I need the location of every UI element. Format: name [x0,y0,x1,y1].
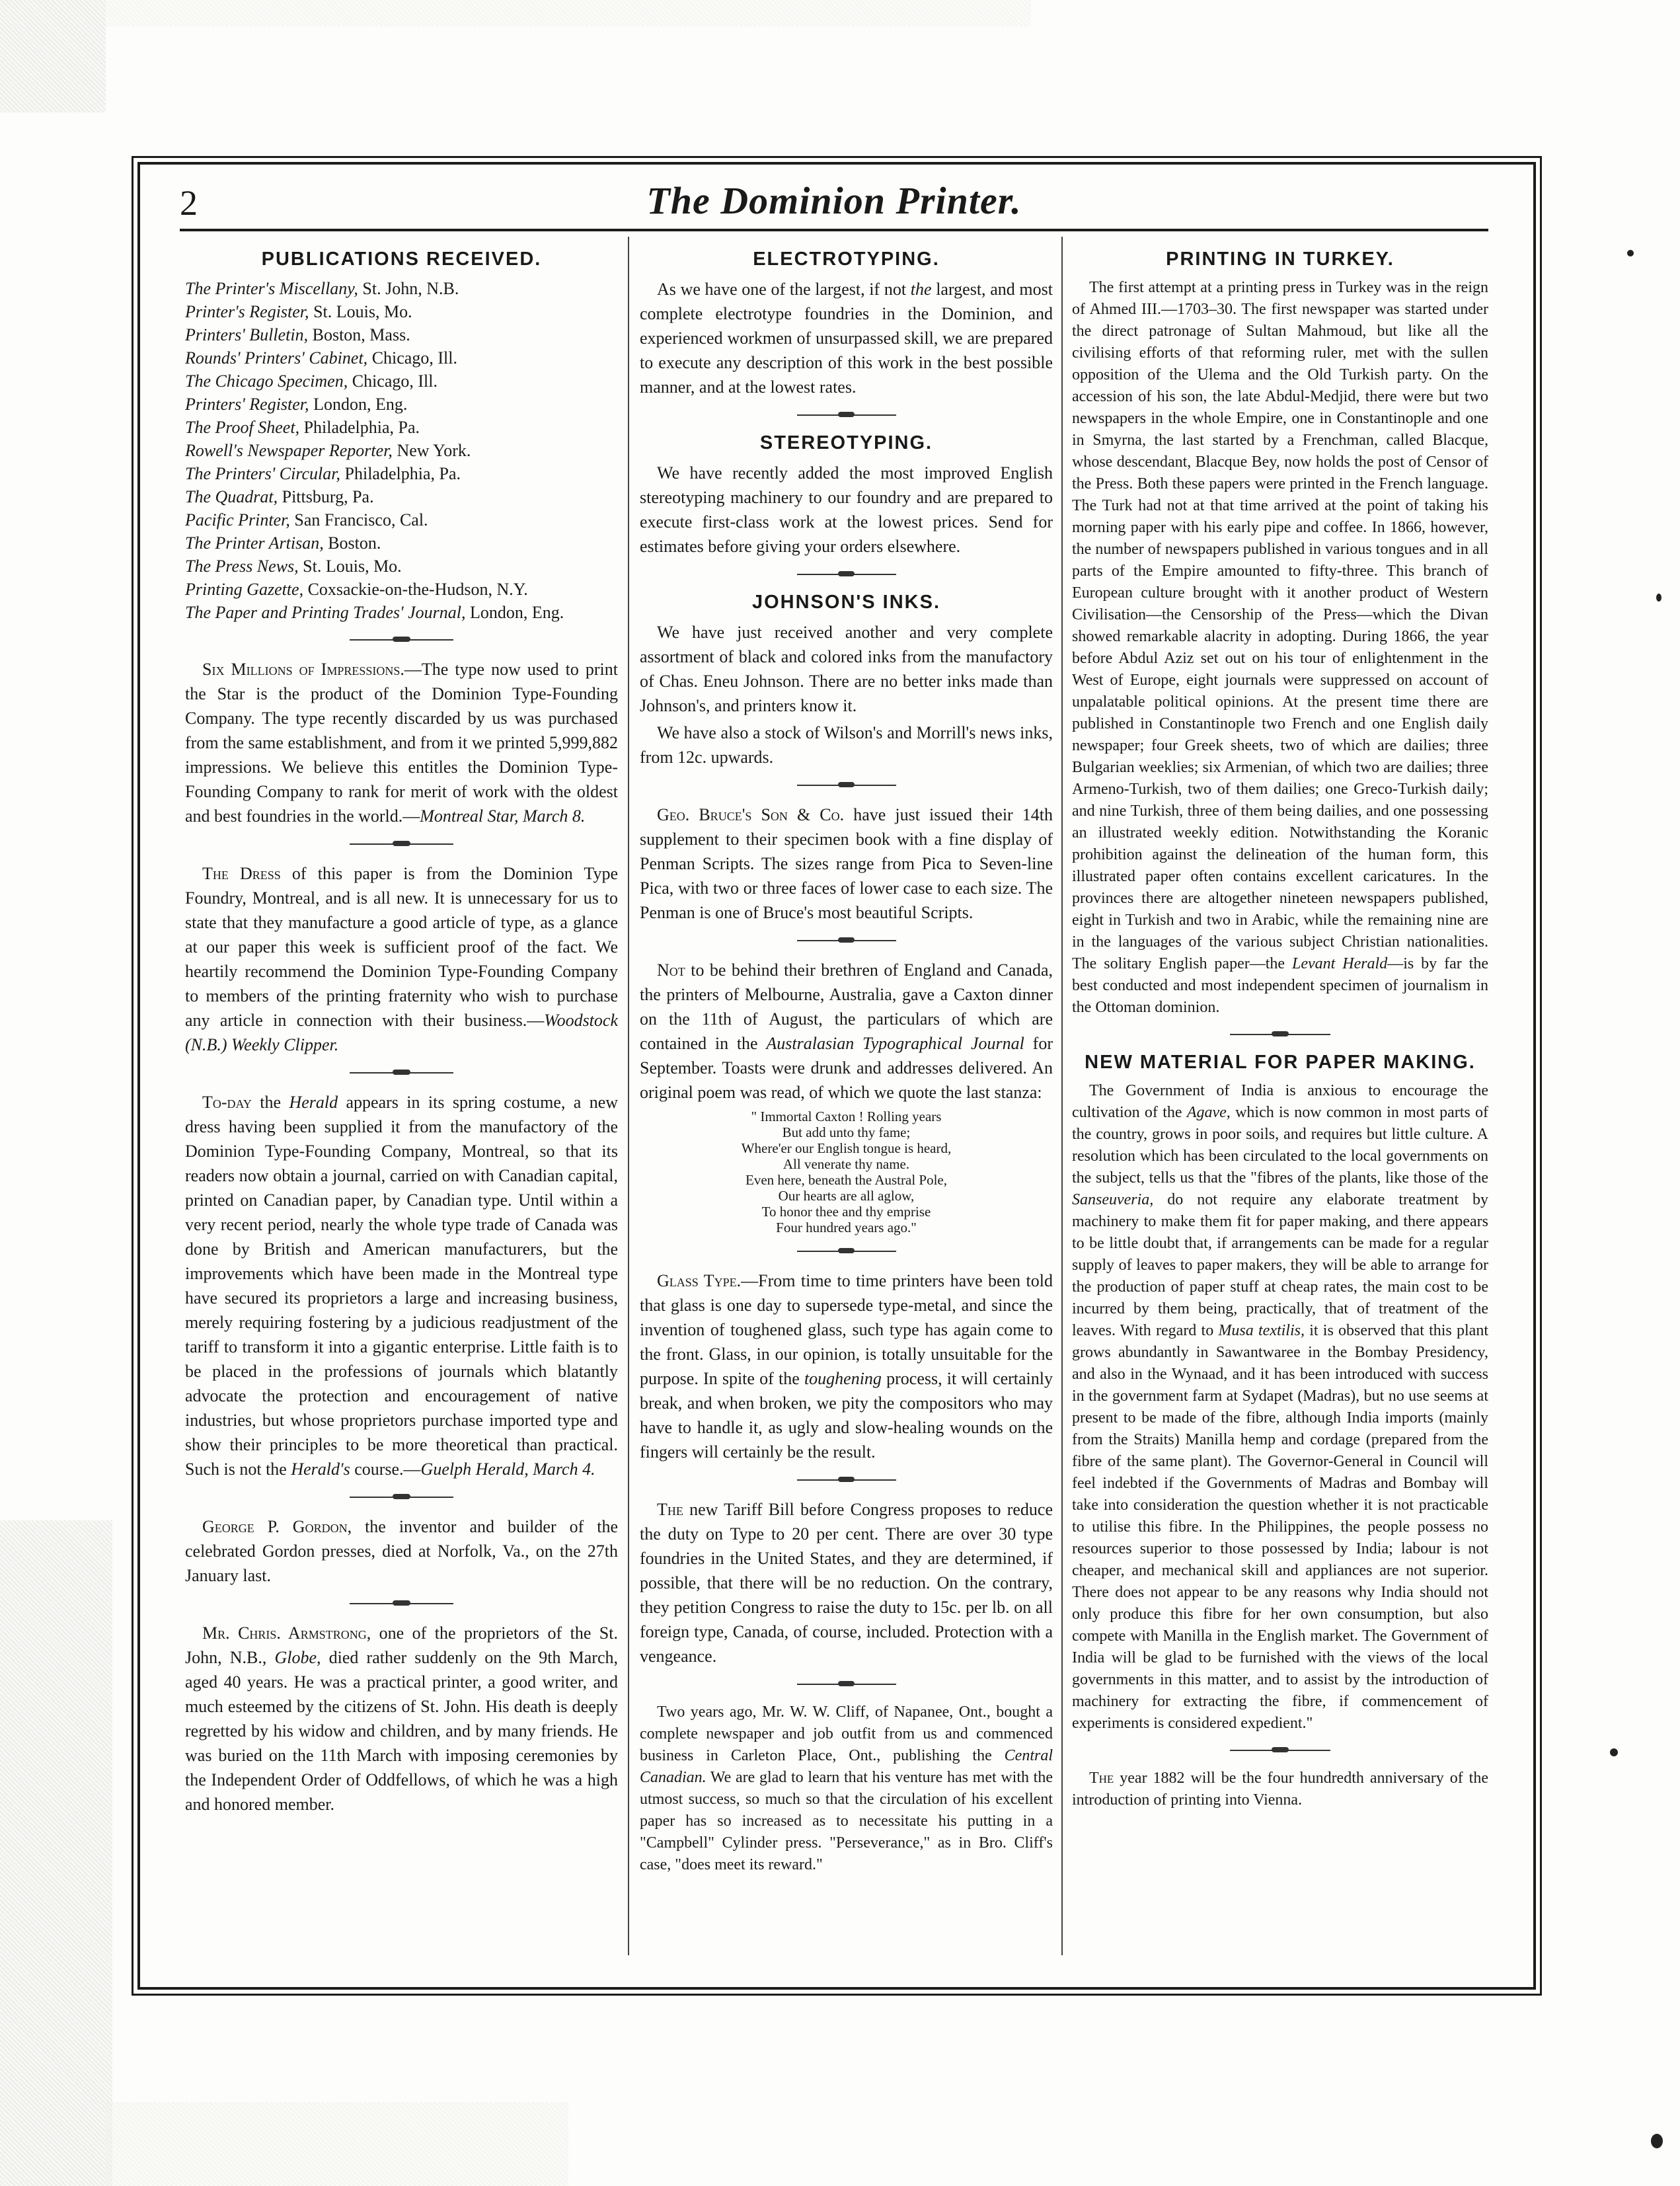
article-paragraph [640,802,1053,925]
list-item [185,346,618,370]
paragraph-text: for September. Toasts were drunk and addresses delivered. An original poem was read, of which we quote the last stanza: [640,1034,1053,1102]
column-right [1072,245,1488,1957]
masthead [180,177,1488,230]
page-grain-leftedge [0,1520,112,2186]
publication-place: Boston. [323,533,381,553]
plant-name: Musa textilis, [1218,1322,1305,1339]
section-divider [640,776,1053,795]
lead-in: Not [657,960,685,980]
page-grain-bottomleft [106,2102,568,2186]
paragraph-text: The first attempt at a printing press in Turkey was in the reign of Ahmed III.—1703–30. The first newspaper was started under the direct patronage of Sultan Mahmoud, but like all the civilising efforts of that reforming ruler, met with the sullen opposition of the Ulema and the Old Turkish party. On the accession of his son, the late Abdul-Medjid, there were but two newspapers in the whole Empire, one in Constantinople and one in Smyrna, the last started by a Frenchman, called Blacque, whose descendant, Blacque Bey, now holds the post of Censor of the Press. Both these papers were printed in the French language. The Turk had not at that time arrived at the point of taking his morning paper with his early pipe and coffee. In 1866, however, the number of newspapers published in various tongues and in all parts of the Empire amounted to fifty-three. This branch of European culture brought with it another product of Western Civilisation—the Censorship of the Press—which the Divan showed remarkable alacrity in adopting. During 1866, the year before Abdul Aziz set out on his tour of enlightenment in the West of Europe, eight journals were suppressed on account of unpalatable political opinions. At the present time there are published in Constantinople two French and one English daily newspaper; four Greek sheets, two of which are dailies; three Bulgarian weeklies; six Armenian, of which two are dailies; three Armeno-Turkish, two of them dailies; one Greco-Turkish daily; and nine Turkish, three of them being dailies, and one possessing an illustrated weekly edition. Notwithstanding the Koranic prohibition against the delineation of the human form, this illustrated paper often contains excellent caricatures. In the provinces there are altogether nineteen newspapers published, eight in Turkish and two in Arabic, while the remaining nine are in the languages of the various subject Christian nationalities. The solitary English paper—the [1072,279,1488,972]
poem-line: Where'er our English tongue is heard, [741,1140,952,1156]
article-paragraph: We have recently added the most improved English stereotyping machinery to our foundry and are prepared to execute first-class work at the lowest prices. Send for estimates before giving your orders elsewhere. [640,463,1053,556]
lead-in: Geo. Bruce's Son & Co. [657,805,845,824]
lead-in: The [1089,1770,1114,1787]
list-item [185,393,618,416]
emphasis: the [910,280,932,299]
paragraph-text: largest, and most complete electrotype foundries in the Dominion, and experienced workmen of unsurpassed skill, we are prepared to execute any description of this work in the best possible manner, and at the lowest rates. [640,280,1053,397]
publication-title: The Printer's Miscellany, [185,279,358,298]
list-item [185,485,618,508]
article-paragraph [185,1090,618,1481]
list-item [185,439,618,462]
poem-line: Our hearts are all aglow, [778,1188,915,1204]
publication-title: The Chicago Specimen, [185,371,348,391]
paragraph-text: course.— [350,1460,421,1479]
paragraph-text: new Tariff Bill before Congress proposes to reduce the duty on Type to 20 per cent. There are over 30 type foundries in the United States, and they are determined, if possible, that there will be no reduction. On the contrary, they petition Congress to raise the duty to 15c. per lb. on all foreign type, Canada, of course, included. Protection with a vengeance. [640,1500,1053,1666]
publication-place: Chicago, Ill. [367,348,457,368]
column-rule [628,237,629,1955]
paragraph-text: The Government of India is anxious to encourage the cultivation of the [1072,1082,1488,1121]
publication-place: Boston, Mass. [308,325,410,344]
paragraph-text: it is observed that this plant grows abundantly in Sawantwaree in the Bombay Presidency, and also in the Wynaad, and it has been introduced with success in the government farm at Sydapet (Madras), but no use seems at present to be made of the fibre, although India imports (mainly from the Straits) Manilla hemp and cordage (prepared from the fibre of the same plant). The Governor-General in Council will feel indebted if the Governments of Madras and Bombay will take into consideration the question whether it is not practicable to utilise this fibre. In the Philippines, the people possess no resources superior to those possessed by India; labour is not cheaper, and mechanical skill and appliances are not superior. There does not appear to be any reasons why India should not only produce this fibre for her own consumption, but also compete with Manilla in the English market. The Government of India will be glad to be furnished with the views of the local governments in this matter, and to assist by the introduction of machinery for extracting the fibre, if commencement of experiments is considered expedient." [1072,1322,1488,1732]
plant-name: Sanseuveria, [1072,1191,1154,1208]
paragraph-text: year 1882 will be the four hundredth anniversary of the introduction of printing into Vienna. [1072,1770,1488,1809]
list-item [185,323,618,346]
article-paragraph [1072,1080,1488,1735]
section-divider [185,1594,618,1613]
publication-title: Printer's Register, [185,302,309,321]
lead-in: To-day [202,1093,252,1112]
lead-in: George P. Gordon, [202,1517,352,1536]
section-heading: ELECTROTYPING. [753,249,940,270]
page-grain-topleft [0,0,106,112]
page-grain-topstrip [106,0,1031,26]
paragraph-text: appears in its spring costume, a new dress having been supplied it from the manufactory of the Dominion Type-Founding Company, Montreal, so that its readers now obtain a journal, carried on with Canadian capital, printed on Canadian paper, by Canadian type. Until within a very recent period, nearly the whole type trade of Canada was done by British and American manufacturers, but the improvements which have been made in the Montreal type have secured its proprietors a large and increasing business, merely requiring fostering by a judicious readjustment of the tariff to transform it into a gigantic enterprise. Little faith is to be placed in the professions of journals which blatantly advocate the protection and encouragement of native industries, but whose proprietors purchase imported type and show their principles to be more theoretical than practical. Such is not the [185,1093,618,1479]
list-item [185,370,618,393]
list-item [185,300,618,323]
lead-in: Glass Type. [657,1271,742,1290]
publication-title: The Press News, [185,557,299,576]
section-heading: NEW MATERIAL FOR PAPER MAKING. [1085,1052,1476,1073]
publication-place: London, Eng. [465,603,564,622]
publication-place: San Francisco, Cal. [289,510,428,529]
paragraph-text: died rather suddenly on the 9th March, aged 40 years. He was a practical printer, a good writer, and much esteemed by the citizens of St. John. His death is deeply regretted by his widow and children, and by many friends. He was buried on the 11th March with imposing ceremonies by the Independent Order of Oddfellows, of which he was a high and honored member. [185,1648,618,1814]
publication-title: Rounds' Printers' Cabinet, [185,348,368,368]
poem-line: All venerate thy name. [783,1156,910,1172]
publication-title: The Quadrat, [185,487,278,506]
list-item [185,277,618,300]
list-item [185,508,618,531]
paragraph-text: have just issued their 14th supplement to their specimen book with a fine display of Penman Scripts. The sizes range from Pica to Seven-line Pica, with two or three faces of lower case to each size. The Penman is one of Bruce's most beautiful Scripts. [640,805,1053,922]
section-heading: PRINTING IN TURKEY. [1166,249,1394,270]
article-paragraph: We have just received another and very complete assortment of black and colored inks from the manufactory of Chas. Eneu Johnson. There are no better inks made than Johnson's, and printers know it. [640,623,1053,715]
section-divider [185,1064,618,1082]
article-paragraph: We have also a stock of Wilson's and Morrill's news inks, from 12c. upwards. [640,723,1053,767]
article-paragraph [640,1269,1053,1464]
article-paragraph [185,1514,618,1588]
source-credit: Montreal Star, March 8. [420,806,586,826]
section-divider [1072,1741,1488,1760]
paragraph-text: As we have one of the largest, if not [657,280,911,299]
newspaper-name: Levant Herald [1291,955,1388,972]
section-divider [640,1471,1053,1489]
publication-title: Printers' Register, [185,395,309,414]
column-left [185,245,618,1957]
publication-title: The Paper and Printing Trades' Journal, [185,603,466,622]
article-paragraph [185,1621,618,1816]
publication-title: Pacific Printer, [185,510,290,529]
publications-list [185,277,618,624]
publication-place: Chicago, Ill. [348,371,438,391]
publication-place: Philadelphia, Pa. [340,464,461,483]
paragraph-text: which is now common in most parts of the country, grows in poor soils, and requires but little culture. A resolution which has been circulated to the local governments on the subject, tells us that the "fibres of the plants, like those of the [1072,1104,1488,1187]
section-divider [1072,1025,1488,1044]
article-paragraph [640,1497,1053,1668]
publication-place: Philadelphia, Pa. [299,418,420,437]
poem-line: Even here, beneath the Austral Pole, [745,1172,947,1188]
publication-place: New York. [392,441,471,460]
section-heading: PUBLICATIONS RECEIVED. [261,249,542,270]
publication-place: Pittsburg, Pa. [278,487,374,506]
section-divider [640,565,1053,584]
paragraph-text: of this paper is from the Dominion Type Foundry, Montreal, and is all new. It is unnecessary for us to state that they manufacture a good article of type, as a glance at our paper this week is sufficient proof of the fact. We heartily recommend the Dominion Type-Founding Company to members of the printing fraternity who wish to purchase any article in connection with their business.— [185,864,618,1030]
poem-line: " Immortal Caxton ! Rolling years [751,1109,942,1124]
paragraph-text: —From time to time printers have been told that glass is one day to supersede type-metal, and since the invention of toughened glass, such type has again come to the front. Glass, in our opinion, is totally unsuitable for the purpose. In spite of the [640,1271,1053,1388]
emphasis: toughening [804,1369,882,1388]
column-middle [640,245,1053,1957]
section-divider [640,1242,1053,1261]
paragraph-text: —The type now used to print the Star is the product of the Dominion Type-Founding Company. The type recently discarded by us was purchased from the same establishment, and from it we printed 5,999,882 impressions. We believe this entitles the Dominion Type-Founding Company to rank for merit of work with the oldest and best foundries in the world.— [185,660,618,826]
section-divider [185,631,618,649]
lead-in: Mr. Chris. Armstrong, [202,1623,371,1643]
page-number: 2 [180,183,198,223]
list-item [185,555,618,578]
page-speck [1651,2134,1663,2148]
publication-place: St. John, N.B. [358,279,459,298]
section-divider [640,931,1053,950]
section-divider [640,1675,1053,1694]
article-paragraph [185,861,618,1057]
section-divider [185,835,618,853]
poem-line: To honor thee and thy emprise [761,1204,931,1220]
newspaper-name: Central Canadian. [640,1747,1053,1786]
publication-title: The Printers' Circular, [185,464,341,483]
poem-line: Four hundred years ago." [776,1220,917,1235]
lead-in: Six Millions of Impressions. [202,660,404,679]
list-item [185,578,618,601]
paragraph-text: We are glad to learn that his venture has met with the utmost success, so much so that the circulation of his excellent paper has so increased as to necessitate his putting in a "Campbell" Cylinder press. "Perseverance," as in Bro. Cliff's case, "does meet its reward." [640,1769,1053,1873]
article-paragraph [640,277,1053,399]
lead-in: The [657,1500,683,1519]
newspaper-name: Herald [289,1093,338,1112]
section-divider [185,1488,618,1506]
publication-title: The Proof Sheet, [185,418,300,437]
publication-place: Coxsackie-on-the-Hudson, N.Y. [303,580,528,599]
section-heading: STEREOTYPING. [759,432,933,453]
publication-title: Rowell's Newspaper Reporter, [185,441,393,460]
paragraph-text: Two years ago, Mr. W. W. Cliff, of Napanee, Ont., bought a complete newspaper and job outfit from us and commenced business in Carleton Place, Ont., publishing the [640,1703,1053,1764]
article-paragraph [640,958,1053,1105]
source-credit: Guelph Herald, March 4. [420,1460,595,1479]
newspaper-title: The Dominion Printer. [646,179,1022,222]
poem-line: But add unto thy fame; [782,1124,911,1140]
paragraph-text: the [251,1093,289,1112]
publication-place: London, Eng. [309,395,408,414]
publication-place: St. Louis, Mo. [309,302,412,321]
page-speck [1627,250,1634,256]
publication-title: The Printer Artisan, [185,533,324,553]
lead-in: The Dress [202,864,281,883]
section-heading: JOHNSON'S INKS. [751,592,941,613]
newspaper-name: Herald's [291,1460,350,1479]
paragraph-text: process, it will certainly break, and when broken, we pity the compositors who may have to handle it, as ugly and slow-healing wounds on the fingers will certainly be the result. [640,1369,1053,1462]
list-item [185,601,618,624]
article-paragraph [1072,1768,1488,1811]
poem-stanza [640,1109,1053,1235]
paragraph-text: one of the proprietors of the St. John, N.B., [185,1623,618,1667]
paragraph-text: do not require any elaborate treatment by machinery to make them fit for paper making, and there appears to be little doubt that, if arrangements can be made for a regular supply of leaves to paper makers, they will be able to arrange for the production of paper stuff at cheap rates, the main cost to be incurred by them being, practically, that of treatment of the leaves. With regard to [1072,1191,1488,1339]
article-paragraph [1072,277,1488,1019]
column-rule [1061,237,1063,1955]
article-paragraph [640,1701,1053,1876]
paragraph-text: —is by far the best conducted and most independent specimen of journalism in the Ottoman dominion. [1072,955,1488,1016]
source-credit: Woodstock (N.B.) Weekly Clipper. [185,1011,618,1054]
publication-title: Printing Gazette, [185,580,304,599]
paragraph-text: the inventor and builder of the celebrated Gordon presses, died at Norfolk, Va., on the 27th January last. [185,1517,618,1585]
journal-name: Australasian Typographical Journal [766,1034,1024,1053]
plant-name: Agave, [1186,1104,1231,1121]
page-speck [1656,594,1661,602]
list-item [185,416,618,439]
publication-title: Printers' Bulletin, [185,325,309,344]
section-divider [640,406,1053,424]
newspaper-name: Globe, [274,1648,321,1667]
page-speck [1610,1748,1618,1756]
list-item [185,531,618,555]
publication-place: St. Louis, Mo. [298,557,402,576]
article-paragraph [185,657,618,828]
masthead-rule [180,229,1488,231]
list-item [185,462,618,485]
paragraph-text: to be behind their brethren of England and Canada, the printers of Melbourne, Australia, gave a Caxton dinner on the 11th of August, the particulars of which are contained in the [640,960,1053,1053]
